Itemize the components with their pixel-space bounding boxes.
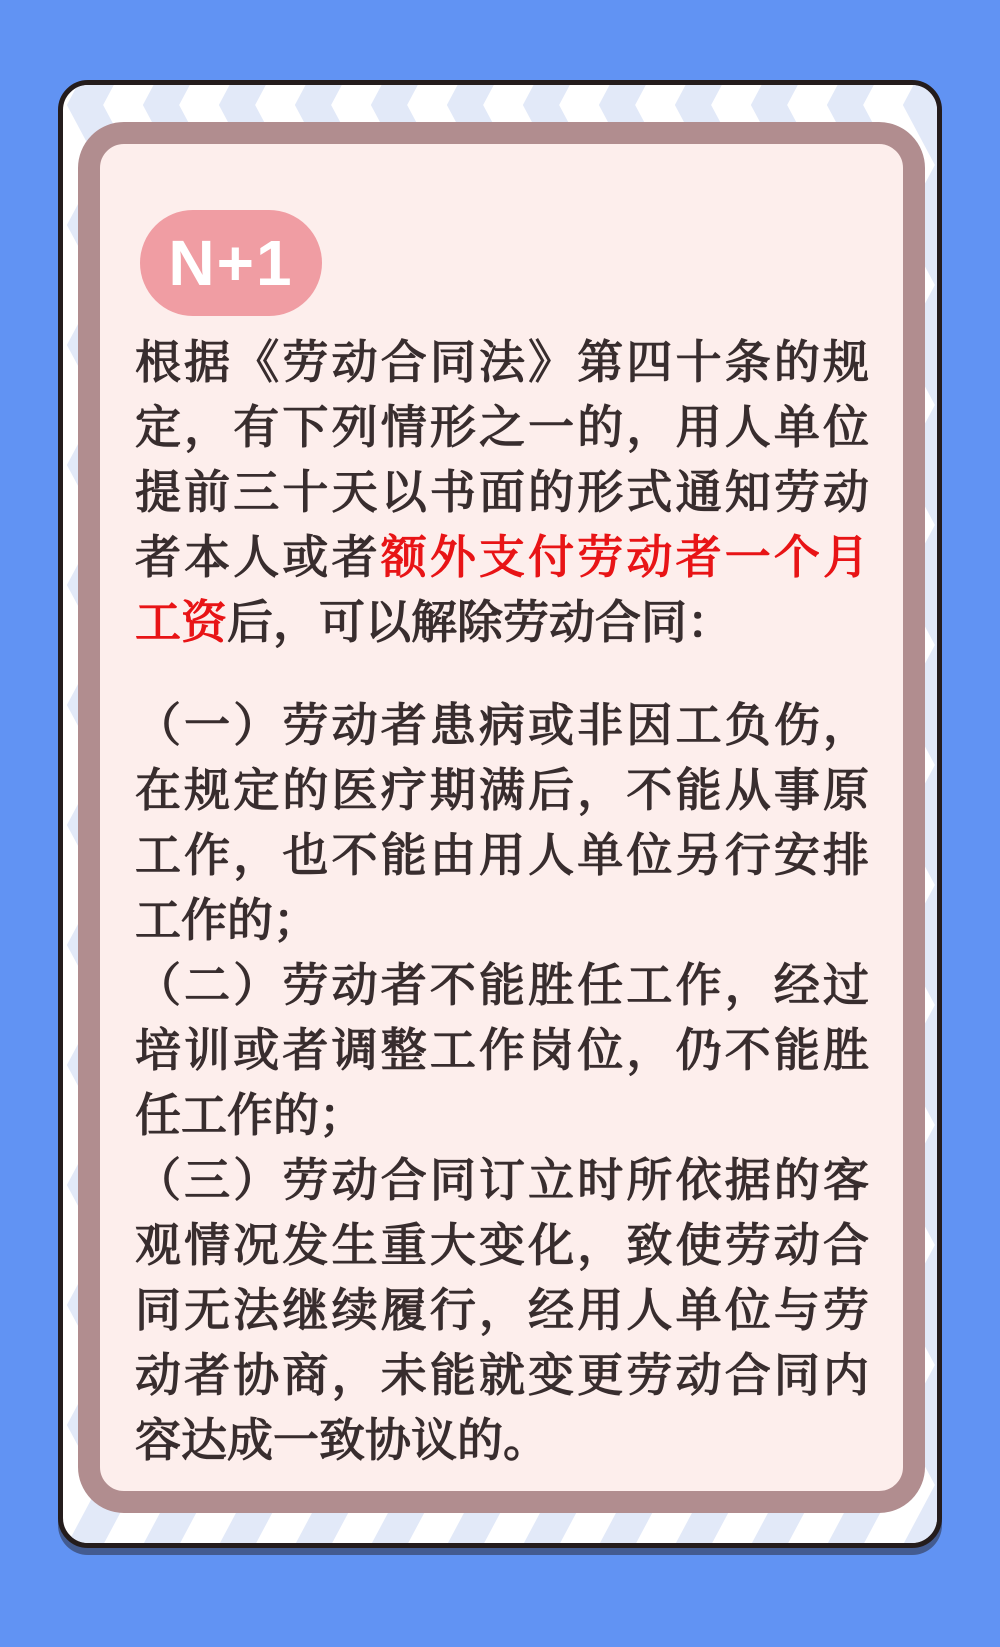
clause-item-1: （一）劳动者患病或非因工负伤，在规定的医疗期满后，不能从事原工作，也不能由用人单位另行安排工作的； xyxy=(135,699,869,946)
badge-label: N+1 xyxy=(168,227,294,299)
intro-paragraph xyxy=(135,330,869,655)
n-plus-1-badge xyxy=(140,210,322,316)
card xyxy=(58,80,942,1548)
content-panel xyxy=(78,122,925,1513)
intro-highlight-red-text: 额外支付劳动者一个月工资 xyxy=(135,531,870,648)
intro-text-pre: 根据《劳动合同法》第四十条的规定，有下列情形之一的，用人单位提前三十天以书面的形式通知劳动者本人或者 xyxy=(135,336,869,583)
body-text xyxy=(100,316,903,1473)
clause-item-3: （三）劳动合同订立时所依据的客观情况发生重大变化，致使劳动合同无法继续履行，经用人单位与劳动者协商，未能就变更劳动合同内容达成一致协议的。 xyxy=(135,1154,869,1466)
clause-item-2: （二）劳动者不能胜任工作，经过培训或者调整工作岗位，仍不能胜任工作的； xyxy=(135,959,869,1141)
intro-text-post: 后，可以解除劳动合同： xyxy=(227,596,733,648)
